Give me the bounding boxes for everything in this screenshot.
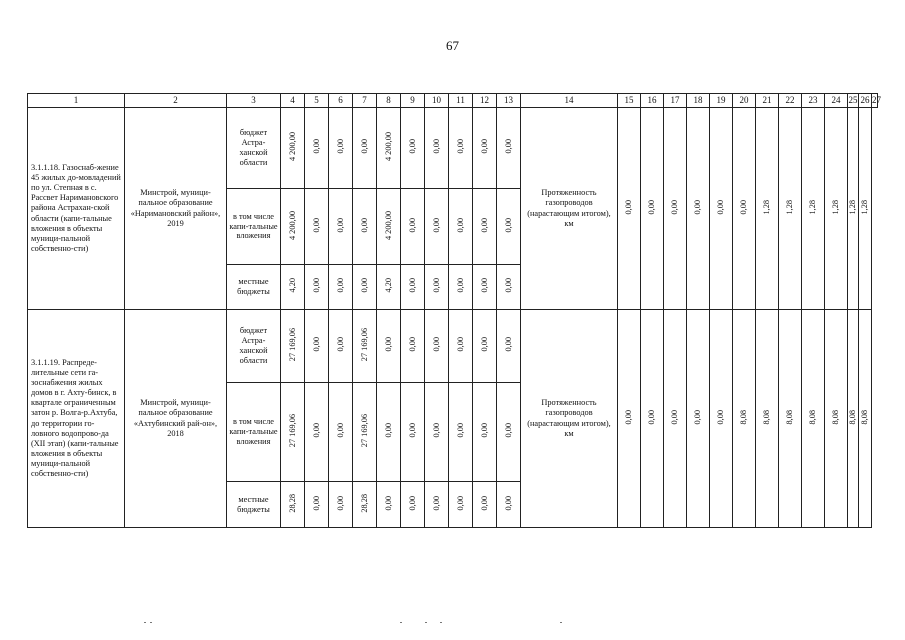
table-row xyxy=(28,108,878,189)
funding-value xyxy=(353,265,377,310)
target-value xyxy=(859,108,872,310)
target-value-text: 1,28 xyxy=(762,199,772,215)
target-value-text: 8,08 xyxy=(785,409,795,425)
funding-value xyxy=(449,383,473,482)
funding-value-text: 0,00 xyxy=(455,278,465,293)
funding-value xyxy=(473,108,497,189)
target-value-text: 0,00 xyxy=(647,409,657,425)
funding-value xyxy=(473,482,497,528)
funding-value-text: 4 200,00 xyxy=(287,132,297,162)
funding-value-text: 0,00 xyxy=(503,278,513,293)
target-value-text: 0,00 xyxy=(670,409,680,425)
header-cell: 1 xyxy=(28,94,125,108)
header-cell: 8 xyxy=(377,94,401,108)
page-number: 67 xyxy=(446,38,459,53)
funding-value xyxy=(401,482,425,528)
funding-value xyxy=(281,310,305,383)
funding-value xyxy=(449,265,473,310)
funding-value xyxy=(377,265,401,310)
funding-value-text: 0,00 xyxy=(503,337,513,352)
funding-value-text: 0,00 xyxy=(479,278,489,293)
funding-value-text: 0,00 xyxy=(407,278,417,293)
funding-value-text: 0,00 xyxy=(455,337,465,352)
funding-value xyxy=(329,310,353,383)
target-value xyxy=(710,108,733,310)
funding-value xyxy=(473,189,497,265)
header-row xyxy=(28,94,878,108)
funding-value xyxy=(281,189,305,265)
measure-title: 3.1.1.19. Распреде-лительные сети га-зоснабжения жилых домов в г. Ахту-бинск, в квартале ограниченным затон р. Волга-р.Ахтуба, до территории го-ловного водопрово-да (XII этап) (капи-тальные вложения в объекты муници-пальной собственно-сти) xyxy=(28,310,125,528)
funding-value xyxy=(497,108,521,189)
funding-value-text: 0,00 xyxy=(431,495,441,511)
funding-value xyxy=(353,189,377,265)
funding-value xyxy=(305,189,329,265)
header-cell: 6 xyxy=(329,94,353,108)
funding-value-text: 0,00 xyxy=(311,423,321,438)
target-value-text: 8,08 xyxy=(808,409,818,425)
indicator-cell: Протяженность газопроводов (нарастающим итогом), км xyxy=(521,310,618,528)
target-value xyxy=(848,108,859,310)
funding-value xyxy=(353,310,377,383)
funding-value-text: 0,00 xyxy=(479,423,489,438)
funding-value xyxy=(281,265,305,310)
funding-value-text: 0,00 xyxy=(503,139,513,154)
funding-value-text: 0,00 xyxy=(407,423,417,438)
funding-value xyxy=(377,482,401,528)
funding-value xyxy=(305,265,329,310)
program-table xyxy=(27,93,881,528)
executor-cell: Минстрой, муници-пальное образование «Ахтубинский рай-он», 2018 xyxy=(125,310,227,528)
header-cell: 10 xyxy=(425,94,449,108)
funding-source: бюджет Астра-ханской области xyxy=(227,310,281,383)
measure-title: 3.1.1.18. Газоснаб-жение 45 жилых до-мовладений по ул. Степная в с. Рассвет Наримановского района Астрахан-ской области (капи-тальные вложения в объекты муници-пальной собственно-сти) xyxy=(28,108,125,310)
header-cell: 27 xyxy=(872,94,878,108)
funding-value xyxy=(377,189,401,265)
funding-value xyxy=(425,108,449,189)
funding-value-text: 0,00 xyxy=(479,217,489,233)
funding-value-text: 0,00 xyxy=(407,217,417,233)
funding-value xyxy=(401,310,425,383)
header-cell: 23 xyxy=(802,94,825,108)
target-value xyxy=(825,108,848,310)
funding-source: бюджет Астра-ханской области xyxy=(227,108,281,189)
funding-value-text: 4 200,00 xyxy=(383,132,393,162)
funding-value xyxy=(497,265,521,310)
funding-value-text: 0,00 xyxy=(311,495,321,511)
funding-value-text: 0,00 xyxy=(479,139,489,154)
funding-value xyxy=(449,108,473,189)
funding-value-text: 0,00 xyxy=(335,337,345,352)
funding-value-text: 0,00 xyxy=(311,217,321,233)
funding-value-text: 4,20 xyxy=(383,278,393,293)
funding-value xyxy=(329,482,353,528)
funding-value-text: 0,00 xyxy=(431,278,441,293)
funding-value xyxy=(401,383,425,482)
funding-value-text: 0,00 xyxy=(359,217,369,233)
funding-value-text: 0,00 xyxy=(455,217,465,233)
funding-value xyxy=(425,265,449,310)
funding-value-text: 27 169,06 xyxy=(287,414,297,448)
funding-value-text: 0,00 xyxy=(431,217,441,233)
funding-value xyxy=(377,108,401,189)
target-value-text: 0,00 xyxy=(624,409,634,425)
funding-value-text: 0,00 xyxy=(503,495,513,511)
funding-value xyxy=(497,383,521,482)
target-value xyxy=(859,310,872,528)
funding-value xyxy=(401,189,425,265)
funding-value xyxy=(329,383,353,482)
funding-value-text: 0,00 xyxy=(383,337,393,352)
target-value xyxy=(710,310,733,528)
header-cell: 18 xyxy=(687,94,710,108)
header-cell: 26 xyxy=(859,94,872,108)
funding-value-text: 28,28 xyxy=(287,493,297,513)
funding-value xyxy=(281,383,305,482)
funding-source: в том числе капи-тальные вложения xyxy=(227,189,281,265)
funding-value xyxy=(425,383,449,482)
target-value xyxy=(756,108,779,310)
funding-value-text: 0,00 xyxy=(407,139,417,154)
header-cell: 21 xyxy=(756,94,779,108)
funding-value-text: 27 169,06 xyxy=(287,328,297,362)
target-value-text: 0,00 xyxy=(716,409,726,425)
target-value xyxy=(802,108,825,310)
target-value xyxy=(687,108,710,310)
target-value xyxy=(802,310,825,528)
funding-value-text: 4 200,00 xyxy=(287,210,297,240)
target-value-text: 1,28 xyxy=(785,199,795,215)
funding-source: местные бюджеты xyxy=(227,482,281,528)
funding-value-text: 28,28 xyxy=(359,493,369,513)
funding-value xyxy=(401,265,425,310)
target-value-text: 0,00 xyxy=(693,199,703,215)
target-value xyxy=(779,108,802,310)
funding-value xyxy=(425,189,449,265)
target-value-text: 0,00 xyxy=(624,199,634,215)
funding-value-text: 0,00 xyxy=(359,139,369,154)
header-cell: 15 xyxy=(618,94,641,108)
funding-value-text: 0,00 xyxy=(335,423,345,438)
funding-value xyxy=(329,189,353,265)
funding-value xyxy=(305,383,329,482)
funding-value xyxy=(449,310,473,383)
funding-value xyxy=(473,383,497,482)
target-value xyxy=(664,108,687,310)
funding-value xyxy=(305,310,329,383)
funding-value-text: 0,00 xyxy=(455,139,465,154)
funding-value-text: 0,00 xyxy=(359,278,369,293)
target-value-text: 8,08 xyxy=(860,409,870,425)
header-cell: 5 xyxy=(305,94,329,108)
target-value xyxy=(733,108,756,310)
funding-value xyxy=(353,383,377,482)
target-value-text: 8,08 xyxy=(762,409,772,425)
target-value xyxy=(825,310,848,528)
funding-value-text: 0,00 xyxy=(383,423,393,438)
header-cell: 14 xyxy=(521,94,618,108)
funding-value-text: 0,00 xyxy=(455,423,465,438)
funding-value-text: 0,00 xyxy=(479,495,489,511)
header-cell: 13 xyxy=(497,94,521,108)
target-value xyxy=(618,108,641,310)
target-value xyxy=(779,310,802,528)
funding-value-text: 0,00 xyxy=(383,495,393,511)
funding-source: местные бюджеты xyxy=(227,265,281,310)
funding-value-text: 4 200,00 xyxy=(383,210,393,240)
funding-value xyxy=(281,108,305,189)
header-cell: 17 xyxy=(664,94,687,108)
target-value-text: 8,08 xyxy=(848,409,858,425)
table-row xyxy=(28,310,878,383)
header-cell: 25 xyxy=(848,94,859,108)
funding-value-text: 0,00 xyxy=(455,495,465,511)
target-value-text: 8,08 xyxy=(831,409,841,425)
executor-cell: Минстрой, муници-пальное образование «Наримановский район», 2019 xyxy=(125,108,227,310)
target-value-text: 1,28 xyxy=(860,199,870,215)
funding-value-text: 0,00 xyxy=(311,278,321,293)
funding-value xyxy=(401,108,425,189)
target-value-text: 1,28 xyxy=(848,199,858,215)
target-value-text: 1,28 xyxy=(808,199,818,215)
funding-value xyxy=(329,108,353,189)
funding-value-text: 4,20 xyxy=(287,278,297,293)
header-cell: 3 xyxy=(227,94,281,108)
funding-value-text: 0,00 xyxy=(431,423,441,438)
target-value xyxy=(848,310,859,528)
funding-value-text: 0,00 xyxy=(335,139,345,154)
header-cell: 20 xyxy=(733,94,756,108)
target-value xyxy=(618,310,641,528)
funding-value-text: 0,00 xyxy=(431,337,441,352)
funding-value-text: 27 169,06 xyxy=(359,414,369,448)
target-value-text: 0,00 xyxy=(693,409,703,425)
target-value-text: 0,00 xyxy=(647,199,657,215)
funding-value-text: 0,00 xyxy=(335,278,345,293)
funding-value xyxy=(449,482,473,528)
scan-marks xyxy=(140,622,640,632)
funding-value xyxy=(473,265,497,310)
funding-value xyxy=(497,189,521,265)
header-cell: 24 xyxy=(825,94,848,108)
header-cell: 4 xyxy=(281,94,305,108)
funding-source: в том числе капи-тальные вложения xyxy=(227,383,281,482)
funding-value xyxy=(497,482,521,528)
header-cell: 22 xyxy=(779,94,802,108)
funding-value xyxy=(281,482,305,528)
funding-value-text: 0,00 xyxy=(431,139,441,154)
funding-value xyxy=(377,383,401,482)
target-value-text: 0,00 xyxy=(739,199,749,215)
funding-value xyxy=(353,482,377,528)
funding-value-text: 0,00 xyxy=(335,217,345,233)
target-value xyxy=(733,310,756,528)
funding-value xyxy=(305,482,329,528)
funding-value xyxy=(329,265,353,310)
funding-value-text: 27 169,06 xyxy=(359,328,369,362)
funding-value xyxy=(353,108,377,189)
funding-value xyxy=(305,108,329,189)
funding-value xyxy=(497,310,521,383)
funding-value-text: 0,00 xyxy=(311,337,321,352)
funding-value-text: 0,00 xyxy=(503,217,513,233)
target-value xyxy=(641,108,664,310)
funding-value-text: 0,00 xyxy=(503,423,513,438)
target-value xyxy=(664,310,687,528)
header-cell: 2 xyxy=(125,94,227,108)
header-cell: 19 xyxy=(710,94,733,108)
funding-value-text: 0,00 xyxy=(479,337,489,352)
funding-value-text: 0,00 xyxy=(335,495,345,511)
target-value-text: 0,00 xyxy=(670,199,680,215)
target-value-text: 8,08 xyxy=(739,409,749,425)
funding-value-text: 0,00 xyxy=(407,495,417,511)
funding-value-text: 0,00 xyxy=(311,139,321,154)
funding-value xyxy=(473,310,497,383)
target-value xyxy=(687,310,710,528)
indicator-cell: Протяженность газопроводов (нарастающим итогом), км xyxy=(521,108,618,310)
header-cell: 9 xyxy=(401,94,425,108)
header-cell: 16 xyxy=(641,94,664,108)
funding-value xyxy=(425,310,449,383)
funding-value xyxy=(377,310,401,383)
funding-value xyxy=(449,189,473,265)
header-cell: 7 xyxy=(353,94,377,108)
target-value-text: 1,28 xyxy=(831,199,841,215)
target-value xyxy=(756,310,779,528)
target-value xyxy=(641,310,664,528)
header-cell: 12 xyxy=(473,94,497,108)
header-cell: 11 xyxy=(449,94,473,108)
funding-value-text: 0,00 xyxy=(407,337,417,352)
target-value-text: 0,00 xyxy=(716,199,726,215)
funding-value xyxy=(425,482,449,528)
